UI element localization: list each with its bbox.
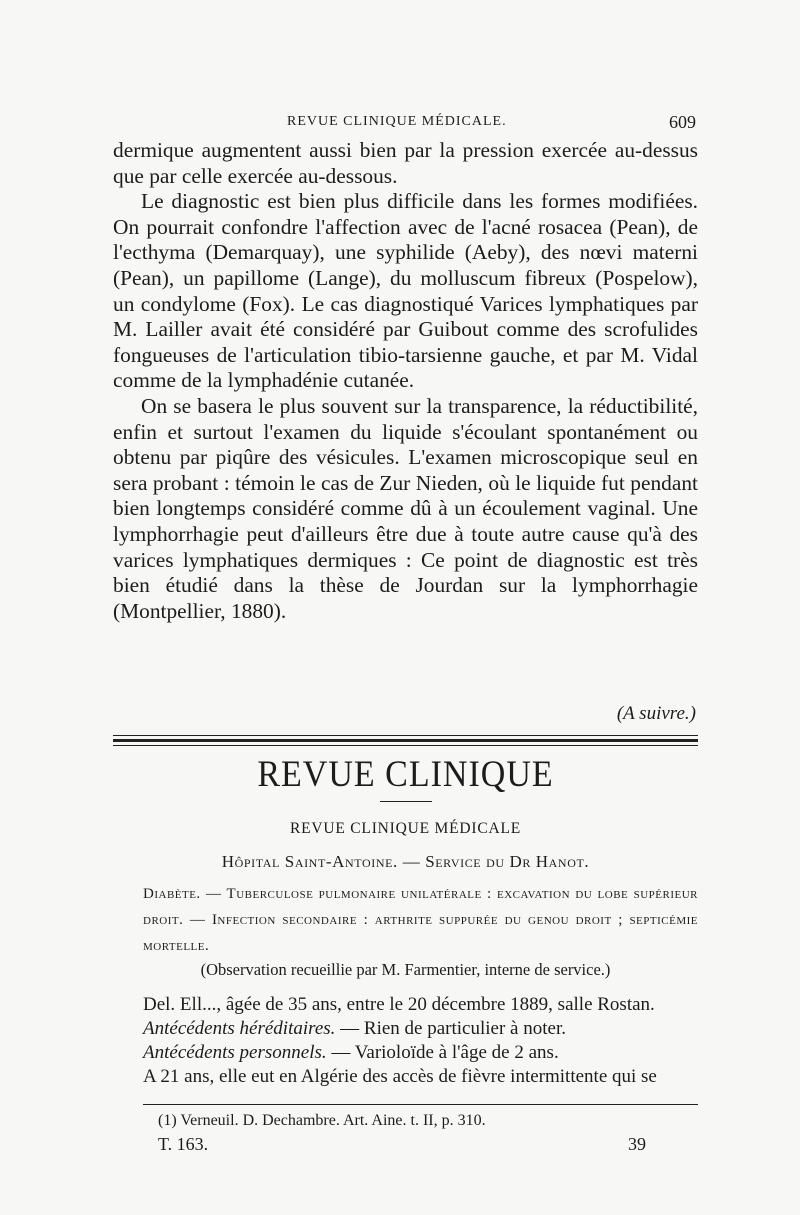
hereditary-label: Antécédents héréditaires. xyxy=(143,1018,336,1039)
section-divider-top xyxy=(113,735,698,736)
personal-text: — Varioloïde à l'âge de 2 ans. xyxy=(326,1042,559,1063)
section-divider-thick xyxy=(113,739,698,742)
paragraph-3: On se basera le plus souvent sur la transparence, la réductibilité, enfin et surtout l'examen du liquide s'écoulant spontanément ou obtenu par piqûre des vésicules. L'examen microscopique seul en sera probant : témoin le cas de Zur Nieden, où le liquide fut pendant bien longtemps considéré comme dû à un écoulement vaginal. Une lymphorrhagie peut d'ailleurs être due à toute autre cause qu'à des varices lymphatiques dermiques : Ce point de diagnostic est très bien étudié dans la thèse de Jourdan sur la lymphorrhagie (Montpellier, 1880). xyxy=(113,393,698,623)
paragraph-2: Le diagnostic est bien plus difficile dans les formes modifiées. On pourrait confondre l'affection avec de l'acné rosacea (Pean), de l'ecthyma (Demarquay), une syphilide (Aeby), des nœvi materni (Pean), un papillome (Lange), du molluscum fibreux (Pospelow), un condylome (Fox). Le cas diagnostiqué Varices lymphatiques par M. Lailler avait été considéré par Guibout comme des scrofulides fongueuses de l'articulation tibio-tarsienne gauche, et par M. Vidal comme de la lymphadénie cutanée. xyxy=(113,189,698,393)
signature-mark: T. 163. xyxy=(158,1134,209,1154)
section-title: REVUE CLINIQUE xyxy=(257,754,554,795)
patient-line-4: A 21 ans, elle eut en Algérie des accès de fièvre intermittente qui se xyxy=(143,1066,657,1087)
personal-label: Antécédents personnels. xyxy=(143,1042,327,1063)
footnote: (1) Verneuil. D. Dechambre. Art. Aine. t. II, p. 310. xyxy=(158,1112,486,1129)
page-number-top: 609 xyxy=(669,112,696,132)
personal-history xyxy=(143,1041,698,1065)
hospital-line: Hôpital Saint-Antoine. — Service du Dr Hanot. xyxy=(221,852,590,871)
case-report xyxy=(143,993,698,1089)
subsection-title: REVUE CLINIQUE MÉDICALE xyxy=(289,820,522,837)
continued-note: (A suivre.) xyxy=(616,703,696,724)
running-head-title: REVUE CLINIQUE MÉDICALE. xyxy=(287,114,507,129)
article-body xyxy=(113,138,698,624)
section-divider-bottom xyxy=(113,745,698,746)
sheet-number: 39 xyxy=(628,1134,646,1154)
hereditary-text: — Rien de particulier à noter. xyxy=(335,1018,566,1039)
case-title: Diabète. — Tuberculose pulmonaire unilatérale : excavation du lobe supérieur droit. — Infection secondaire : arthrite suppurée du genou droit ; septicémie mortelle. xyxy=(143,886,698,954)
paragraph-1: dermique augmentent aussi bien par la pression exercée au-dessus que par celle exercée au-dessous. xyxy=(113,138,698,188)
book-page xyxy=(113,0,698,1215)
observation-note: (Observation recueillie par M. Farmentier, interne de service.) xyxy=(200,960,611,979)
title-ornament-rule xyxy=(380,801,432,802)
patient-intro: Del. Ell..., âgée de 35 ans, entre le 20 décembre 1889, salle Rostan. xyxy=(143,994,655,1015)
footnote-divider xyxy=(143,1104,698,1105)
hereditary-history xyxy=(143,1017,698,1041)
